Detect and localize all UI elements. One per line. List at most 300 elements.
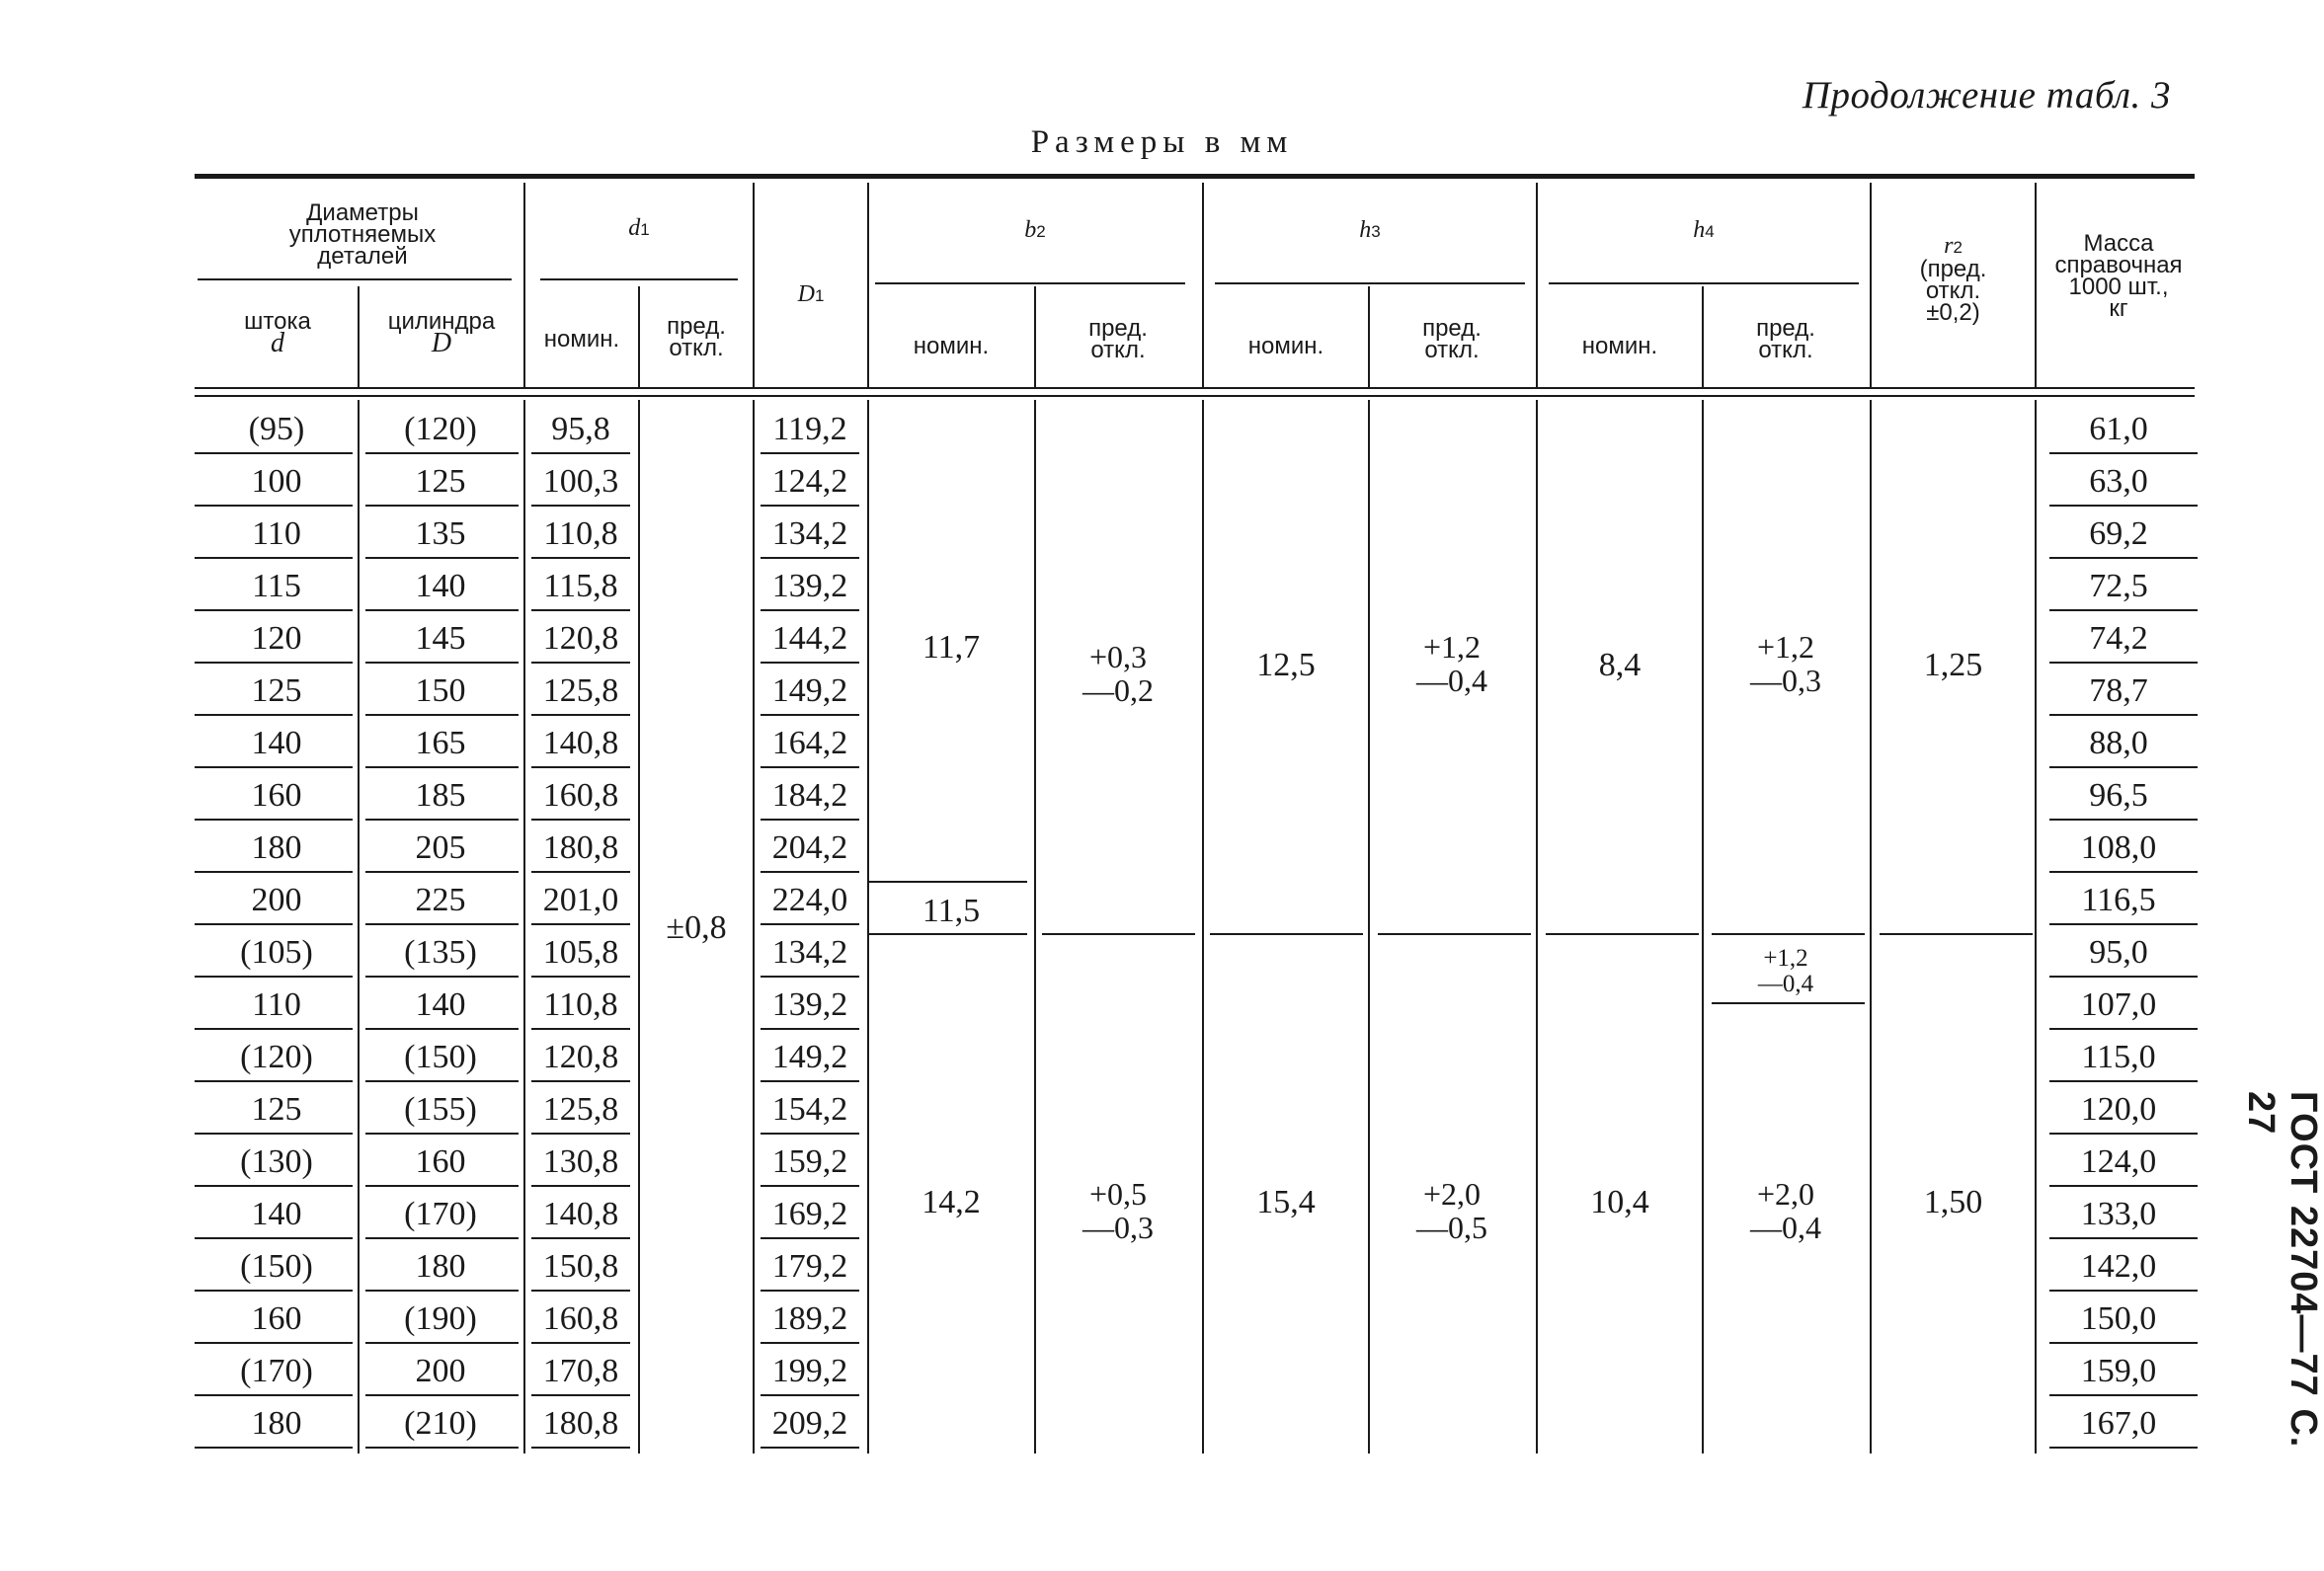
dev-minus: —0,3 [1750, 663, 1821, 698]
dev-plus: +2,0 [1756, 1176, 1815, 1212]
header-rod-symbol: d [271, 328, 284, 358]
header-h3-symbol: h [1359, 217, 1372, 243]
header-b2-symbol: b [1024, 217, 1037, 243]
dev-minus: —0,4 [1757, 971, 1814, 997]
dev-plus: +0,5 [1088, 1176, 1148, 1212]
header-d1 [527, 217, 751, 241]
header-d1-dev [640, 313, 753, 361]
row-underline [531, 976, 630, 978]
group-separator [1712, 1002, 1865, 1004]
cell-mass: 120,0 [2080, 1091, 2157, 1128]
row-underline [761, 1447, 859, 1449]
dev-minus: —0,4 [1416, 663, 1487, 698]
header-r2-sub: 2 [1953, 238, 1963, 257]
header-h4-dev [1704, 315, 1868, 363]
cell-d: (95) [248, 411, 305, 447]
header-subrule [198, 278, 512, 280]
row-underline [531, 1080, 630, 1082]
row-underline [195, 1133, 353, 1135]
h4-deviation-group1b [1704, 946, 1868, 997]
row-underline [2049, 557, 2198, 559]
cell-d1: 180,8 [542, 1405, 619, 1442]
header-diameters [205, 199, 520, 270]
row-underline [2049, 1342, 2198, 1344]
header-dev-line1: пред. [1756, 315, 1815, 342]
row-underline [761, 1133, 859, 1135]
row-underline [761, 766, 859, 768]
row-underline [365, 766, 519, 768]
cell-d1: 105,8 [542, 934, 619, 971]
cell-d: 100 [251, 463, 302, 500]
cell-d1: 170,8 [542, 1353, 619, 1389]
row-underline [365, 714, 519, 716]
body-divider [358, 400, 360, 1453]
cell-mass: 115,0 [2081, 1039, 2156, 1075]
header-diameters-text: Диаметры уплотняемых деталей [288, 199, 437, 270]
cell-d: 125 [251, 1091, 302, 1128]
cell-d: (105) [240, 934, 313, 971]
cell-d: 125 [251, 672, 302, 709]
cell-D1: 224,0 [771, 882, 848, 918]
cell-D1: 154,2 [771, 1091, 848, 1128]
cell-d1: 110,8 [543, 515, 618, 552]
row-underline [195, 557, 353, 559]
cell-d: 180 [251, 1405, 302, 1442]
row-underline [531, 505, 630, 507]
header-subrule [540, 278, 738, 280]
cell-D: (135) [404, 934, 477, 971]
cell-D: 140 [415, 986, 466, 1023]
cell-d1: 120,8 [542, 1039, 619, 1075]
cell-D1: 124,2 [771, 463, 848, 500]
header-rod-word: штока [244, 308, 311, 335]
group-separator [1210, 933, 1363, 935]
header-h4-sub: 4 [1705, 222, 1715, 241]
row-underline [195, 1028, 353, 1030]
cell-d: 200 [251, 882, 302, 918]
standard-page-label: ГОСТ 22704—77 С. 27 [2240, 1091, 2324, 1449]
cell-mass: 88,0 [2089, 725, 2148, 761]
row-underline [2049, 505, 2198, 507]
cell-mass: 159,0 [2080, 1353, 2157, 1389]
cell-mass: 124,0 [2080, 1143, 2157, 1180]
cell-D: (170) [404, 1196, 477, 1232]
h4-deviation-group2 [1704, 1177, 1868, 1244]
cell-d1: 140,8 [542, 725, 619, 761]
cell-D: 185 [415, 777, 466, 814]
row-underline [195, 1080, 353, 1082]
row-underline [195, 819, 353, 821]
row-underline [531, 1290, 630, 1292]
cell-D1: 149,2 [771, 1039, 848, 1075]
row-underline [365, 1080, 519, 1082]
cell-D: (210) [404, 1405, 477, 1442]
header-r2 [1872, 235, 2035, 324]
cell-d1: 120,8 [542, 620, 619, 657]
header-rod [202, 308, 353, 358]
body-divider [1870, 400, 1872, 1453]
cell-d: 110 [252, 986, 301, 1023]
header-h3-dev [1370, 315, 1534, 363]
row-underline [2049, 1028, 2198, 1030]
row-underline [2049, 662, 2198, 664]
row-underline [195, 505, 353, 507]
cell-D1: 164,2 [771, 725, 848, 761]
cell-D1: 184,2 [771, 777, 848, 814]
row-underline [2049, 1133, 2198, 1135]
row-underline [531, 714, 630, 716]
row-underline [761, 662, 859, 664]
cell-D1: 189,2 [771, 1300, 848, 1337]
group-separator [1880, 933, 2033, 935]
header-dev-line2: откл. [669, 335, 724, 361]
row-underline [195, 766, 353, 768]
body-divider [523, 400, 525, 1453]
row-underline [761, 976, 859, 978]
dev-minus: —0,5 [1416, 1210, 1487, 1245]
cell-D: 140 [415, 568, 466, 604]
group-separator [1378, 933, 1531, 935]
cell-d1: 95,8 [551, 411, 610, 447]
b2-deviation-group2 [1036, 1177, 1200, 1244]
cell-D: 225 [415, 882, 466, 918]
header-b2 [869, 219, 1201, 243]
row-underline [761, 1080, 859, 1082]
cell-d1: 110,8 [543, 986, 618, 1023]
cell-D1: 134,2 [771, 934, 848, 971]
table-top-rule [195, 174, 2195, 179]
cell-D1: 204,2 [771, 829, 848, 866]
row-underline [195, 1290, 353, 1292]
cell-d1: 115,8 [543, 568, 618, 604]
cell-D1: 139,2 [771, 568, 848, 604]
header-divider [753, 183, 755, 387]
row-underline [195, 609, 353, 611]
row-underline [2049, 1447, 2198, 1449]
body-divider [1034, 400, 1036, 1453]
header-subrule [875, 282, 1185, 284]
header-mass-line3: 1000 шт., [2068, 274, 2169, 300]
r2-group2: 1,50 [1923, 1184, 1983, 1220]
cell-D1: 199,2 [771, 1353, 848, 1389]
group-separator [1546, 933, 1699, 935]
cell-d1: 201,0 [542, 882, 619, 918]
cell-D: 150 [415, 672, 466, 709]
header-bottom-rule [195, 387, 2195, 389]
header-d1-sub: 1 [640, 220, 650, 239]
cell-d1: 125,8 [542, 1091, 619, 1128]
header-cylinder [362, 308, 521, 358]
row-underline [531, 1185, 630, 1187]
cell-mass: 167,0 [2080, 1405, 2157, 1442]
row-underline [531, 819, 630, 821]
row-underline [195, 923, 353, 925]
row-underline [365, 662, 519, 664]
cell-D: 165 [415, 725, 466, 761]
dev-minus: —0,3 [1082, 1210, 1154, 1245]
row-underline [2049, 1080, 2198, 1082]
cell-mass: 74,2 [2089, 620, 2148, 657]
h4-nomin-group1: 8,4 [1598, 647, 1642, 683]
header-dev-line1: пред. [1422, 315, 1482, 342]
row-underline [195, 1447, 353, 1449]
row-underline [531, 609, 630, 611]
cell-d: (150) [240, 1248, 313, 1285]
group-separator [1712, 933, 1865, 935]
body-divider [1702, 400, 1704, 1453]
dev-plus: +0,3 [1088, 639, 1148, 674]
cell-D1: 209,2 [771, 1405, 848, 1442]
cell-mass: 69,2 [2089, 515, 2148, 552]
row-underline [195, 1342, 353, 1344]
header-dev-line2: откл. [1090, 337, 1146, 363]
row-underline [2049, 1290, 2198, 1292]
row-underline [365, 976, 519, 978]
row-underline [2049, 976, 2198, 978]
dev-plus: +1,2 [1422, 629, 1482, 665]
cell-d: 160 [251, 1300, 302, 1337]
cell-D: (120) [404, 411, 477, 447]
header-dev-line2: откл. [1424, 337, 1480, 363]
cell-d: 140 [251, 1196, 302, 1232]
row-underline [195, 714, 353, 716]
body-divider [753, 400, 755, 1453]
row-underline [195, 976, 353, 978]
d1-deviation: ±0,8 [666, 909, 727, 946]
group-separator [869, 933, 1027, 935]
header-r2-note3: ±0,2) [1926, 299, 1980, 326]
cell-d: 160 [251, 777, 302, 814]
row-underline [531, 871, 630, 873]
h3-deviation-group2 [1370, 1177, 1534, 1244]
cell-mass: 96,5 [2089, 777, 2148, 814]
h4-deviation-group1 [1704, 630, 1868, 697]
cell-D: 125 [415, 463, 466, 500]
row-underline [195, 662, 353, 664]
row-underline [531, 1447, 630, 1449]
header-mass-line4: кг [2109, 295, 2128, 322]
cell-d1: 160,8 [542, 1300, 619, 1337]
header-divider [358, 286, 360, 387]
cell-D: 180 [415, 1248, 466, 1285]
header-b2-sub: 2 [1036, 222, 1046, 241]
header-subrule [1215, 282, 1525, 284]
header-h4-nomin: номин. [1581, 333, 1658, 359]
cell-D1: 149,2 [771, 672, 848, 709]
header-h3 [1204, 219, 1536, 243]
header-h3-sub: 3 [1371, 222, 1381, 241]
row-underline [365, 923, 519, 925]
cell-d1: 160,8 [542, 777, 619, 814]
row-underline [531, 1133, 630, 1135]
cell-mass: 63,0 [2089, 463, 2148, 500]
group-separator [1042, 933, 1195, 935]
row-underline [195, 1237, 353, 1239]
header-cylinder-word: цилиндра [387, 308, 496, 335]
row-underline [761, 1028, 859, 1030]
row-underline [195, 452, 353, 454]
table-continuation-caption: Продолжение табл. 3 [1802, 74, 2171, 117]
row-underline [2049, 923, 2198, 925]
header-h4 [1538, 219, 1870, 243]
row-underline [531, 1028, 630, 1030]
b2-nomin-group1b: 11,5 [922, 893, 981, 929]
header-d1-nomin: номин. [543, 326, 620, 353]
row-underline [195, 1185, 353, 1187]
b2-nomin-group1a: 11,7 [922, 629, 981, 666]
row-underline [365, 1185, 519, 1187]
row-underline [195, 1394, 353, 1396]
dev-plus: +1,2 [1756, 629, 1815, 665]
cell-d: 115 [252, 568, 301, 604]
row-underline [761, 923, 859, 925]
header-D1 [756, 283, 866, 307]
row-underline [365, 1237, 519, 1239]
row-underline [2049, 871, 2198, 873]
row-underline [2049, 819, 2198, 821]
header-cylinder-symbol: D [431, 328, 452, 358]
cell-mass: 108,0 [2080, 829, 2157, 866]
body-divider [1368, 400, 1370, 1453]
header-mass [2037, 230, 2201, 322]
cell-d: (120) [240, 1039, 313, 1075]
row-underline [2049, 452, 2198, 454]
cell-d1: 100,3 [542, 463, 619, 500]
row-underline [531, 766, 630, 768]
cell-D1: 119,2 [772, 411, 847, 447]
cell-D: 135 [415, 515, 466, 552]
header-r2-symbol: r [1944, 233, 1954, 259]
cell-D1: 139,2 [771, 986, 848, 1023]
cell-mass: 116,5 [2081, 882, 2156, 918]
row-underline [365, 1133, 519, 1135]
cell-d1: 150,8 [542, 1248, 619, 1285]
dev-plus: +1,2 [1763, 945, 1808, 972]
row-underline [531, 662, 630, 664]
row-underline [761, 819, 859, 821]
dev-plus: +2,0 [1422, 1176, 1482, 1212]
body-divider [1536, 400, 1538, 1453]
header-b2-nomin: номин. [913, 333, 990, 359]
cell-d1: 125,8 [542, 672, 619, 709]
cell-D: 145 [415, 620, 466, 657]
cell-D1: 179,2 [771, 1248, 848, 1285]
header-mass-line2: справочная [2054, 252, 2183, 278]
row-underline [2049, 1237, 2198, 1239]
cell-D1: 169,2 [771, 1196, 848, 1232]
row-underline [365, 505, 519, 507]
row-underline [2049, 609, 2198, 611]
row-underline [761, 557, 859, 559]
row-underline [365, 819, 519, 821]
cell-mass: 95,0 [2089, 934, 2148, 971]
cell-d1: 140,8 [542, 1196, 619, 1232]
cell-d: 180 [251, 829, 302, 866]
cell-d: 120 [251, 620, 302, 657]
cell-D1: 144,2 [771, 620, 848, 657]
group-separator [869, 881, 1027, 883]
cell-d1: 180,8 [542, 829, 619, 866]
header-divider [523, 183, 525, 387]
body-divider [2035, 400, 2037, 1453]
row-underline [2049, 766, 2198, 768]
body-divider [1202, 400, 1204, 1453]
h3-nomin-group2: 15,4 [1256, 1184, 1316, 1220]
row-underline [2049, 714, 2198, 716]
row-underline [531, 1394, 630, 1396]
cell-mass: 78,7 [2089, 672, 2148, 709]
cell-mass: 107,0 [2080, 986, 2157, 1023]
cell-d: (170) [240, 1353, 313, 1389]
cell-mass: 133,0 [2080, 1196, 2157, 1232]
row-underline [761, 1342, 859, 1344]
header-D1-sub: 1 [814, 286, 825, 305]
row-underline [2049, 1185, 2198, 1187]
cell-d: (130) [240, 1143, 313, 1180]
units-caption: Размеры в мм [1030, 124, 1294, 160]
cell-d: 140 [251, 725, 302, 761]
row-underline [761, 1290, 859, 1292]
dev-minus: —0,2 [1082, 672, 1154, 708]
h4-nomin-group2: 10,4 [1590, 1184, 1649, 1220]
row-underline [531, 923, 630, 925]
cell-D: (190) [404, 1300, 477, 1337]
header-subrule [1549, 282, 1859, 284]
row-underline [761, 452, 859, 454]
row-underline [761, 1237, 859, 1239]
cell-D1: 159,2 [771, 1143, 848, 1180]
header-mass-line1: Масса [2083, 230, 2154, 257]
row-underline [365, 1342, 519, 1344]
row-underline [531, 1237, 630, 1239]
h3-deviation-group1 [1370, 630, 1534, 697]
cell-d1: 130,8 [542, 1143, 619, 1180]
row-underline [761, 1185, 859, 1187]
header-dev-line1: пред. [667, 313, 726, 340]
cell-mass: 61,0 [2089, 411, 2148, 447]
header-dev-line1: пред. [1088, 315, 1148, 342]
cell-mass: 142,0 [2080, 1248, 2157, 1285]
header-b2-dev [1036, 315, 1200, 363]
header-dev-line2: откл. [1758, 337, 1813, 363]
header-r2-note2: откл. [1925, 277, 1981, 304]
row-underline [365, 1447, 519, 1449]
header-h3-nomin: номин. [1247, 333, 1324, 359]
header-r2-note1: (пред. [1919, 256, 1987, 282]
header-d1-symbol: d [628, 215, 641, 241]
row-underline [761, 714, 859, 716]
row-underline [2049, 1394, 2198, 1396]
row-underline [365, 1394, 519, 1396]
row-underline [365, 609, 519, 611]
b2-deviation-group1 [1036, 640, 1200, 707]
cell-mass: 72,5 [2089, 568, 2148, 604]
row-underline [365, 1028, 519, 1030]
header-bottom-rule-2 [195, 395, 2195, 397]
header-h4-symbol: h [1693, 217, 1706, 243]
cell-mass: 150,0 [2080, 1300, 2157, 1337]
cell-D: 200 [415, 1353, 466, 1389]
row-underline [365, 871, 519, 873]
row-underline [761, 505, 859, 507]
row-underline [365, 452, 519, 454]
row-underline [531, 1342, 630, 1344]
cell-D: (150) [404, 1039, 477, 1075]
header-D1-symbol: D [797, 281, 815, 307]
row-underline [365, 1290, 519, 1292]
row-underline [195, 871, 353, 873]
row-underline [761, 609, 859, 611]
